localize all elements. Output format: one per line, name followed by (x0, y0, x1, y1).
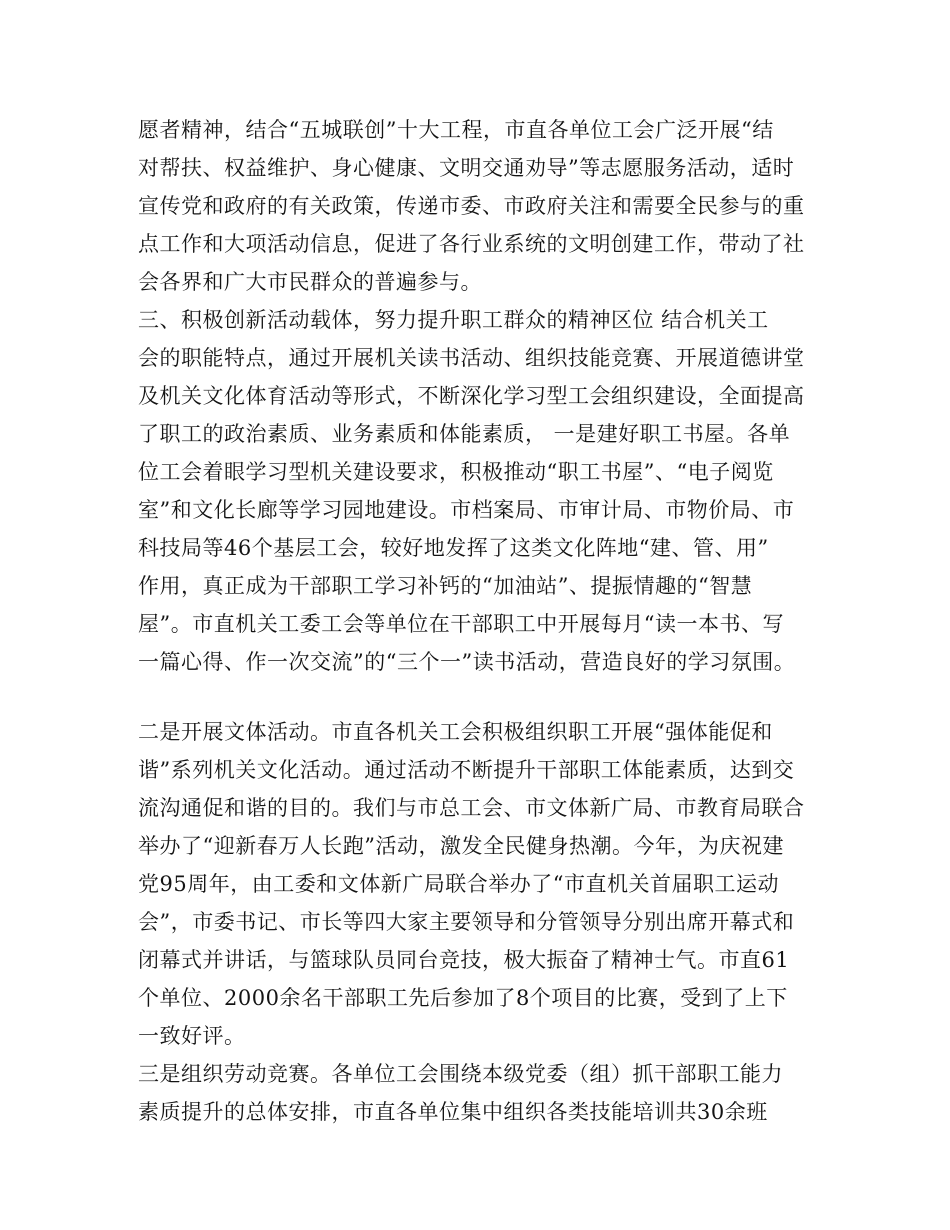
text-line: 二是开展文体活动。市直各机关工会积极组织职工开展“强体能促和 (138, 720, 773, 744)
section-heading-line: 三、积极创新活动载体，努力提升职工群众的精神区位 结合机关工 (138, 308, 769, 332)
text-line: 流沟通促和谐的目的。我们与市总工会、市文体新广局、市教育局联合 (138, 796, 805, 820)
text-line: 愿者精神，结合“五城联创”十大工程，市直各单位工会广泛开展“结 (138, 118, 774, 142)
text-line: 位工会着眼学习型机关建设要求，积极推动“职工书屋”、“电子阅览 (138, 460, 774, 484)
text-line: 对帮扶、权益维护、身心健康、文明交通劝导”等志愿服务活动，适时 (138, 156, 795, 180)
text-line: 会各界和广大市民群众的普遍参与。 (138, 270, 482, 294)
text-line: 宣传党和政府的有关政策，传递市委、市政府关注和需要全民参与的重 (138, 194, 805, 218)
text-line: 屋”。市直机关工委工会等单位在干部职工中开展每月“读一本书、写 (138, 612, 784, 636)
text-line: 了职工的政治素质、业务素质和体能素质， 一是建好职工书屋。各单 (138, 422, 791, 446)
text-line: 作用，真正成为干部职工学习补钙的“加油站”、提振情趣的“智慧 (138, 574, 753, 598)
text-line: 举办了“迎新春万人长跑”活动，激发全民健身热潮。今年，为庆祝建 (138, 834, 784, 858)
text-line: 个单位、2000余名干部职工先后参加了8个项目的比赛，受到了上下 (138, 986, 788, 1010)
text-line: 及机关文化体育活动等形式，不断深化学习型工会组织建设，全面提高 (138, 384, 805, 408)
text-line: 闭幕式并讲话，与篮球队员同台竞技，极大振奋了精神士气。市直61 (138, 948, 790, 972)
text-line: 点工作和大项活动信息，促进了各行业系统的文明创建工作，带动了社 (138, 232, 805, 256)
text-line: 三是组织劳动竞赛。各单位工会围绕本级党委（组）抓干部职工能力 (138, 1062, 783, 1086)
text-line: 一致好评。 (138, 1024, 246, 1048)
text-line: 科技局等46个基层工会，较好地发挥了这类文化阵地“建、管、用” (138, 536, 769, 560)
text-line: 室”和文化长廊等学习园地建设。市档案局、市审计局、市物价局、市 (138, 498, 795, 522)
text-line: 谐”系列机关文化活动。通过活动不断提升干部职工体能素质，达到交 (138, 758, 795, 782)
text-line: 会”，市委书记、市长等四大家主要领导和分管领导分别出席开幕式和 (138, 910, 795, 934)
text-line: 一篇心得、作一次交流”的“三个一”读书活动，营造良好的学习氛围。 (138, 650, 796, 674)
text-line: 党95周年，由工委和文体新广局联合举办了“市直机关首届职工运动 (138, 872, 779, 896)
text-line: 素质提升的总体安排，市直各单位集中组织各类技能培训共30余班 (138, 1100, 768, 1124)
text-line: 会的职能特点，通过开展机关读书活动、组织技能竞赛、开展道德讲堂 (138, 346, 805, 370)
